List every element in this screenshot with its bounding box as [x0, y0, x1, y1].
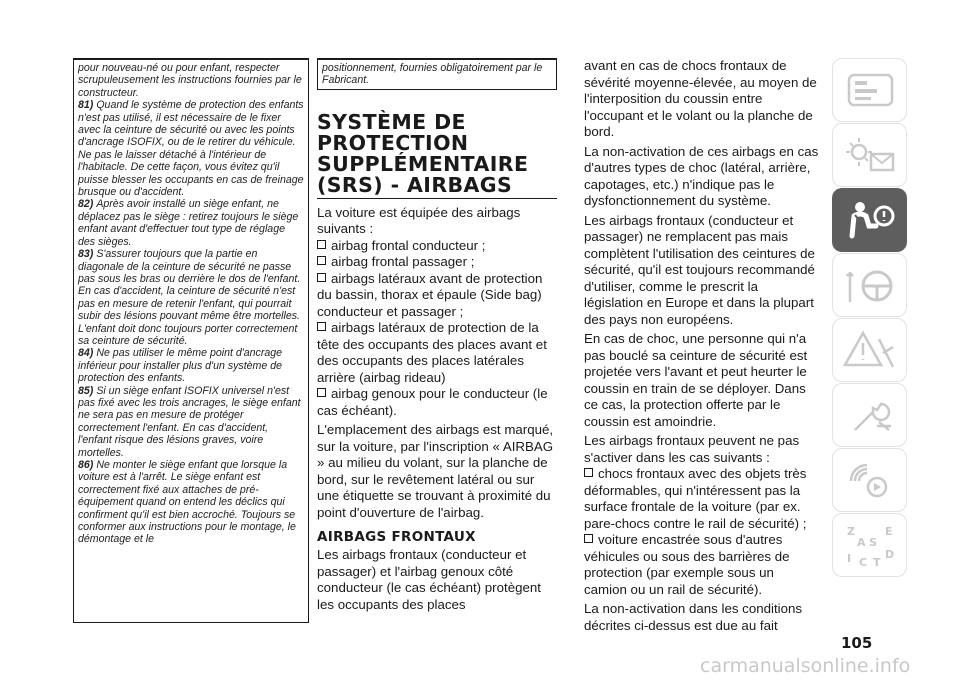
bullet-square-icon	[317, 388, 326, 397]
tab-multimedia[interactable]	[832, 448, 907, 512]
warning-box	[73, 58, 309, 623]
tab-driving[interactable]	[832, 253, 907, 317]
list-item: airbag frontal passager ;	[317, 254, 557, 271]
index-letter: T	[873, 556, 881, 569]
warning-item: 86) Ne monter le siège enfant que lorsque la voiture est à l'arrêt. Le siège enfant est correctement fixé aux attaches de pré-équipement quand on entend les déclics qui confirment qu'il est bien accroché. Toujours se conformer aux instructions pour le montage, le démontage et le	[78, 459, 296, 546]
warning-item: 82) Après avoir installé un siège enfant, ne déplacez pas le siège : retirez toujours le siège enfant avant d'effectuer tout type de réglage des sièges.	[78, 198, 299, 248]
index-letter: I	[847, 552, 852, 565]
bullet-square-icon	[317, 273, 326, 282]
warning-item: 81) Quand le système de protection des enfants n'est pas utilisé, il est nécessaire de le fixer avec la ceinture de sécurité ou avec les points d'ancrage ISOFIX, ou de le retirer du véhicule. Ne pas le laisser détaché à l'intérieur de l'habitacle. De cette façon, vous évitez qu'il puisse blesser les occupants en cas de freinage brusque ou d'accident.	[78, 99, 304, 199]
index-letter: E	[885, 525, 893, 538]
intro-paragraph: La voiture est équipée des airbags suivants :	[317, 204, 521, 237]
index-letter: A	[857, 536, 866, 549]
paragraph: La non-activation de ces airbags en cas d'autres types de choc (latéral, arrière, capotages, etc.) n'indique pas le dysfonctionnement du système.	[584, 143, 819, 208]
index-letter: Z	[847, 525, 855, 538]
index-letter: S	[869, 536, 877, 549]
paragraph: Les airbags frontaux (conducteur et passager) et l'airbag genoux côté conducteur (le cas échéant) protègent les occupants des places	[317, 547, 541, 612]
bullet-square-icon	[317, 322, 326, 331]
car-dashboard-icon	[843, 67, 898, 115]
service-wrench-icon	[843, 392, 898, 440]
tab-emergency[interactable]	[832, 318, 907, 382]
tab-service[interactable]	[832, 383, 907, 447]
multimedia-icon	[843, 457, 898, 505]
index-letter: D	[885, 548, 895, 561]
list-item: voiture encastrée sous d'autres véhicules ou sous des barrières de protection (par exemple sous un camion ou un rail de sécurité).	[584, 532, 790, 597]
warning-intro: pour nouveau-né ou pour enfant, respecter scrupuleusement les instructions fournies par le constructeur.	[78, 62, 302, 99]
list-item: airbag frontal conducteur ;	[317, 238, 557, 255]
right-column	[584, 58, 820, 637]
warning-item: 83) S'assurer toujours que la partie en diagonale de la ceinture de sécurité ne passe pas sous les bras ou derrière le dos de l'enfant. En cas d'accident, la ceinture de sécurité n'est pas en mesure de retenir l'enfant, qui pourrait subir des lésions pouvant même être mortelles. L'enfant doit donc toujours porter correctement sa ceinture de sécurité.	[78, 248, 301, 347]
section-heading: SYSTÈME DE PROTECTION SUPPLÉMENTAIRE (SRS) - AIRBAGS	[317, 112, 557, 199]
page-number: 105	[841, 634, 873, 652]
steering-wheel-icon	[843, 262, 898, 310]
bullet-square-icon	[584, 468, 593, 477]
warning-lights-icon	[843, 132, 898, 180]
left-column	[73, 58, 309, 623]
tab-warning-lights[interactable]	[832, 123, 907, 187]
emergency-triangle-icon	[843, 327, 898, 375]
continued-warning-box: positionnement, fournies obligatoirement par le Fabricant.	[317, 58, 557, 90]
paragraph: En cas de choc, une personne qui n'a pas bouclé sa ceinture de sécurité est projetée vers l'avant et peut heurter le coussin en train de se déployer. Dans ce cas, la protection offerte par le coussin est amoindrie.	[584, 331, 808, 429]
index-letter: C	[859, 556, 868, 569]
list-item: airbags latéraux de protection de la tête des occupants des places avant et des occupants des places latérales arrière (airbag rideau)	[317, 320, 547, 385]
tab-index[interactable]	[832, 513, 907, 577]
list-item: chocs frontaux avec des objets très déformables, qui n'intéressent pas la surface frontale de la voiture (par ex. pare-chocs contre le rail de sécurité) ;	[584, 466, 807, 531]
watermark: carmanualsonline.info	[700, 655, 911, 677]
tab-safety[interactable]	[832, 188, 907, 252]
section-body	[317, 205, 557, 522]
bullet-square-icon	[317, 256, 326, 265]
paragraph: La non-activation dans les conditions décrites ci-dessus est due au fait	[584, 601, 803, 633]
paragraph: Les airbags frontaux (conducteur et passager) ne remplacent pas mais complètent l'utilisation des ceintures de sécurité, qu'il est toujours recommandé d'utiliser, comme le prescrit la législation en Europe et dans la plupart des pays non européens.	[584, 212, 815, 327]
warning-item: 85) Si un siège enfant ISOFIX universel n'est pas fixé avec les trois ancrages, le siège enfant ne sera pas en mesure de protéger correctement l'enfant. En cas d'accident, l'enfant risque des lésions graves, voire mortelles.	[78, 384, 301, 459]
chapter-sidebar	[832, 58, 907, 578]
list-item: airbag genoux pour le conducteur (le cas échéant).	[317, 386, 548, 418]
bullet-square-icon	[584, 534, 593, 543]
index-letters-icon	[843, 522, 898, 570]
bullet-square-icon	[317, 240, 326, 249]
list-item: airbags latéraux avant de protection du bassin, thorax et épaule (Side bag) conducteur et passager ;	[317, 270, 543, 319]
tab-dashboard[interactable]	[832, 58, 907, 122]
safety-seatbelt-icon	[842, 196, 897, 244]
paragraph: Les airbags frontaux peuvent ne pas s'activer dans les cas suivants :	[584, 433, 800, 465]
middle-column	[317, 58, 557, 616]
subsection-heading: AIRBAGS FRONTAUX	[317, 529, 476, 546]
paragraph: avant en cas de chocs frontaux de sévérité moyenne-élevée, au moyen de l'interposition du coussin entre l'occupant et le volant ou la planche de bord.	[584, 58, 817, 139]
paragraph: L'emplacement des airbags est marqué, sur la voiture, par l'inscription « AIRBAG » au milieu du volant, sur la planche de bord, sur le revêtement latéral ou sur une étiquette se trouvant à proximité du point d'ouverture de l'airbag.	[317, 422, 554, 520]
warning-item: 84) Ne pas utiliser le même point d'ancrage inférieur pour installer plus d'un système de protection des enfants.	[78, 347, 283, 385]
